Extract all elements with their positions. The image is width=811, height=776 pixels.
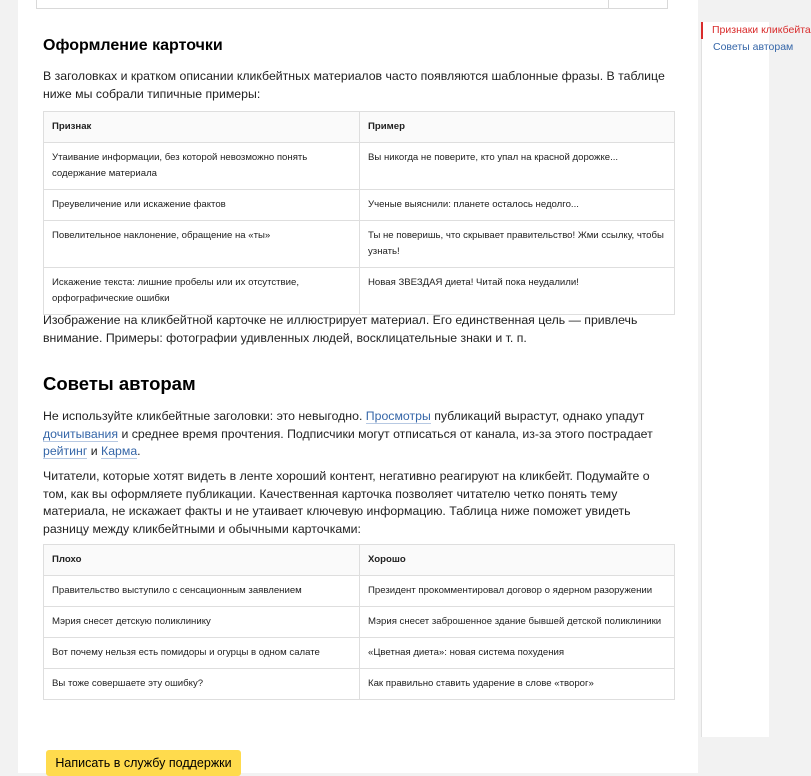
text-span: и среднее время прочтения. Подписчики могут отписаться от канала, из-за этого пострадает — [118, 426, 653, 441]
table-header-row — [44, 112, 675, 143]
table-header-cell: Хорошо — [360, 545, 675, 576]
table-header-row — [44, 545, 675, 576]
toc-item-author-tips[interactable]: Советы авторам — [713, 41, 794, 53]
table-cell: Ты не поверишь, что скрывает правительство! Жми ссылку, чтобы узнать! — [360, 221, 675, 268]
table-cell: Вы никогда не поверите, кто упал на красной дорожке... — [360, 143, 675, 190]
table-row — [44, 190, 675, 221]
table-cell: Мэрия снесет детскую поликлинику — [44, 607, 360, 638]
table-cell: Правительство выступило с сенсационным заявлением — [44, 576, 360, 607]
section-heading-card: Оформление карточки — [43, 37, 223, 54]
table-row — [44, 607, 675, 638]
table-cell: Как правильно ставить ударение в слове «творог» — [360, 669, 675, 700]
text-span: публикаций вырастут, однако упадут — [430, 409, 645, 423]
table-cell: Новая ЗВЕЗДАЯ диета! Читай пока неудалили! — [360, 268, 675, 315]
table-cell: Вы тоже совершаете эту ошибку? — [44, 669, 360, 700]
section-heading-tips: Советы авторам — [43, 373, 196, 394]
link-karma[interactable]: Карма — [101, 444, 138, 458]
article-page — [18, 0, 698, 773]
table-row — [44, 143, 675, 190]
link-rating[interactable]: рейтинг — [43, 444, 88, 458]
toc-item-clickbait-signs[interactable]: Признаки кликбейта — [701, 22, 772, 39]
table-cell: «Цветная диета»: новая система похудения — [360, 638, 675, 669]
link-read-through[interactable]: дочитывания — [43, 426, 119, 441]
text-span: . — [137, 444, 141, 458]
table-cell: Вот почему нельзя есть помидоры и огурцы в одном салате — [44, 638, 360, 669]
table-row — [44, 221, 675, 268]
card-outro-text: Изображение на кликбейтной карточке не иллюстрирует материал. Его единственная цель — привлечь внимание. Примеры: фотографии удивленных людей, восклицательные знаки и т. п. — [43, 313, 638, 345]
bad-good-table — [43, 544, 675, 700]
card-intro-text: В заголовках и кратком описании кликбейтных материалов часто появляются шаблонные фразы. В таблице ниже мы собрали типичные примеры: — [43, 69, 665, 101]
table-of-contents — [701, 22, 811, 737]
link-views[interactable]: Просмотры — [365, 409, 431, 423]
search-input[interactable] — [36, 0, 610, 9]
table-row — [44, 669, 675, 700]
text-span: Не используйте кликбейтные заголовки: это невыгодно. — [43, 409, 366, 423]
table-cell: Преувеличение или искажение фактов — [44, 190, 360, 221]
tips-paragraph-1 — [43, 408, 673, 461]
table-cell: Утаивание информации, без которой невозможно понять содержание материала — [44, 143, 360, 190]
search-button[interactable] — [608, 0, 668, 9]
tips-paragraph-2: Читатели, которые хотят видеть в ленте хороший контент, негативно реагируют на кликбейт. Подумайте о том, как вы оформляете публикации. Качественная карточка позволяет читателю четко понять тему материала, не искажает факты и не утаивает ключевую информацию. Таблица ниже поможет увидеть разницу между кликбейтными и обычными карточками: — [43, 469, 650, 536]
table-cell: Президент прокомментировал договор о ядерном разоружении — [360, 576, 675, 607]
text-span: и — [87, 444, 102, 458]
table-header-cell: Признак — [44, 112, 360, 143]
table-header-cell: Плохо — [44, 545, 360, 576]
table-cell: Повелительное наклонение, обращение на «ты» — [44, 221, 360, 268]
signs-table — [43, 111, 675, 315]
table-header-cell: Пример — [360, 112, 675, 143]
table-row — [44, 268, 675, 315]
table-cell: Мэрия снесет заброшенное здание бывшей детской поликлиники — [360, 607, 675, 638]
table-row — [44, 638, 675, 669]
table-cell: Ученые выяснили: планете осталось недолго... — [360, 190, 675, 221]
table-cell: Искажение текста: лишние пробелы или их отсутствие, орфографические ошибки — [44, 268, 360, 315]
contact-support-button[interactable]: Написать в службу поддержки — [46, 750, 241, 776]
table-row — [44, 576, 675, 607]
